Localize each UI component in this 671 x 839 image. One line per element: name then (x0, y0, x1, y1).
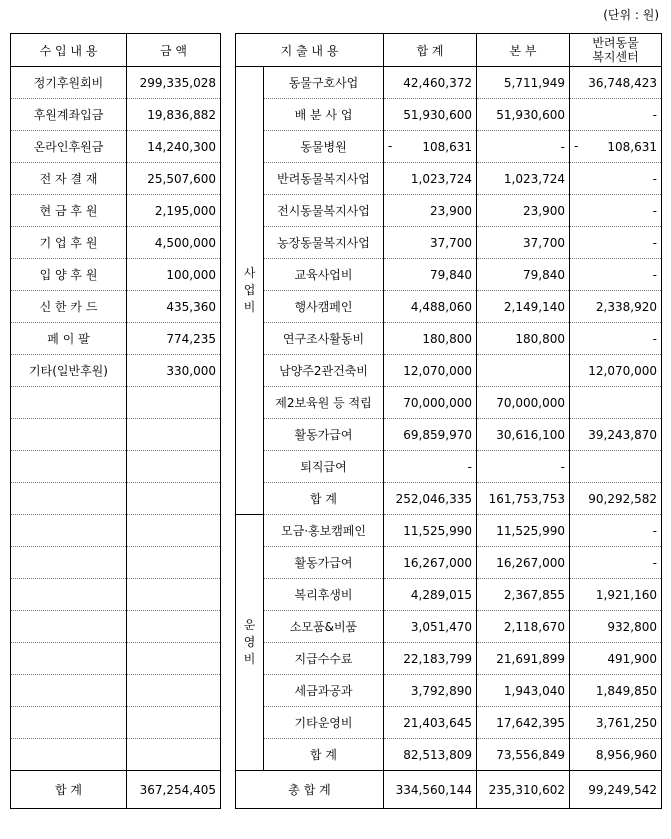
income-row (11, 707, 221, 739)
business-expense-row (236, 355, 662, 387)
income-row (11, 483, 221, 515)
center-prefix-mark: - (574, 139, 579, 153)
sum-prefix-mark: - (388, 139, 393, 153)
expense-center-value: - (652, 107, 657, 122)
operating-expense-row (236, 643, 662, 675)
expense-sum-value: 42,460,372 (403, 75, 472, 90)
expense-center-value: 491,900 (607, 651, 657, 666)
income-amount: 330,000 (127, 355, 221, 387)
expense-center-value: 2,338,920 (595, 299, 657, 314)
expense-sum-value: 82,513,809 (403, 747, 472, 762)
operating-expense-row (236, 547, 662, 579)
expense-item: 동물구호사업 (264, 67, 384, 99)
expense-center-value: - (652, 523, 657, 538)
expense-sum (384, 131, 477, 163)
expense-total-sum: 334,560,144 (384, 771, 477, 809)
expense-sum-value: 21,403,645 (403, 715, 472, 730)
expense-item: 연구조사활동비 (264, 323, 384, 355)
income-header-amount: 금 액 (127, 34, 221, 67)
expense-center (570, 195, 662, 227)
income-total-row (11, 771, 221, 809)
expense-center-value: 12,070,000 (588, 363, 657, 378)
income-row (11, 67, 221, 99)
expense-hq: 11,525,990 (477, 515, 570, 547)
expense-center-value: - (652, 555, 657, 570)
expense-sum-value: 69,859,970 (403, 427, 472, 442)
income-amount (127, 419, 221, 451)
expense-hq: 37,700 (477, 227, 570, 259)
expense-total-hq: 235,310,602 (477, 771, 570, 809)
expense-center-value: 36,748,423 (588, 75, 657, 90)
expense-center-value: 1,921,160 (595, 587, 657, 602)
expense-sum (384, 483, 477, 515)
business-expense-row (236, 387, 662, 419)
income-amount (127, 675, 221, 707)
expense-center (570, 291, 662, 323)
income-row (11, 547, 221, 579)
expense-center (570, 99, 662, 131)
income-row (11, 643, 221, 675)
income-item: 현 금 후 원 (11, 195, 127, 227)
expense-item: 세금과공과 (264, 675, 384, 707)
expense-hq: 30,616,100 (477, 419, 570, 451)
expense-sum-value: 252,046,335 (395, 491, 472, 506)
income-header-row (11, 34, 221, 67)
income-item (11, 387, 127, 419)
expense-sum-value: 23,900 (430, 203, 472, 218)
income-amount (127, 707, 221, 739)
income-amount (127, 451, 221, 483)
income-amount (127, 387, 221, 419)
expense-center (570, 707, 662, 739)
expense-hq: - (477, 451, 570, 483)
income-total-label: 합 계 (11, 771, 127, 809)
expense-center (570, 67, 662, 99)
income-row (11, 99, 221, 131)
expense-sum (384, 99, 477, 131)
expense-sum (384, 227, 477, 259)
expense-center (570, 611, 662, 643)
expense-center-value: 932,800 (607, 619, 657, 634)
expense-center-value: 1,849,850 (595, 683, 657, 698)
business-group-label: 사 업 비 (236, 67, 264, 515)
expense-item: 퇴직급여 (264, 451, 384, 483)
expense-hq: - (477, 131, 570, 163)
expense-hq: 17,642,395 (477, 707, 570, 739)
expense-sum-value: 12,070,000 (403, 363, 472, 378)
expense-sum (384, 579, 477, 611)
business-expense-row (236, 419, 662, 451)
income-row (11, 419, 221, 451)
expense-hq: 73,556,849 (477, 739, 570, 771)
expense-hq: 1,943,040 (477, 675, 570, 707)
expense-center (570, 739, 662, 771)
operating-expense-row (236, 515, 662, 547)
unit-label: (단위 : 원) (603, 8, 659, 22)
expense-header-row (236, 34, 662, 67)
expense-hq: 70,000,000 (477, 387, 570, 419)
expense-center-value: 90,292,582 (588, 491, 657, 506)
income-amount (127, 483, 221, 515)
income-item: 온라인후원금 (11, 131, 127, 163)
income-row (11, 515, 221, 547)
expense-center (570, 483, 662, 515)
income-amount: 299,335,028 (127, 67, 221, 99)
expense-hq (477, 355, 570, 387)
operating-expense-row (236, 611, 662, 643)
income-row (11, 227, 221, 259)
income-amount (127, 643, 221, 675)
business-expense-row (236, 483, 662, 515)
expense-hq: 16,267,000 (477, 547, 570, 579)
expense-center-value: 108,631 (607, 139, 657, 154)
expense-item: 제2보육원 등 적립 (264, 387, 384, 419)
income-item (11, 643, 127, 675)
expense-sum-value: 4,289,015 (410, 587, 472, 602)
expense-total-row (236, 771, 662, 809)
expense-sum-value: 79,840 (430, 267, 472, 282)
expense-sum (384, 163, 477, 195)
business-expense-row (236, 259, 662, 291)
income-amount: 4,500,000 (127, 227, 221, 259)
income-amount (127, 515, 221, 547)
expense-item: 전시동물복지사업 (264, 195, 384, 227)
income-amount: 19,836,882 (127, 99, 221, 131)
expense-sum-value: 4,488,060 (410, 299, 472, 314)
expense-item: 교육사업비 (264, 259, 384, 291)
expense-sum (384, 451, 477, 483)
expense-sum (384, 547, 477, 579)
expense-sum-value: 51,930,600 (403, 107, 472, 122)
expense-sum-value: 180,800 (422, 331, 472, 346)
expense-item: 소모품&비품 (264, 611, 384, 643)
expense-hq: 2,367,855 (477, 579, 570, 611)
expense-header-item: 지 출 내 용 (236, 34, 384, 67)
expense-sum (384, 643, 477, 675)
income-header-item: 수 입 내 용 (11, 34, 127, 67)
income-amount: 774,235 (127, 323, 221, 355)
expense-header-sum: 합 계 (384, 34, 477, 67)
income-item (11, 419, 127, 451)
operating-group-label: 운 영 비 (236, 515, 264, 771)
expense-sum (384, 387, 477, 419)
expense-hq: 23,900 (477, 195, 570, 227)
income-row (11, 355, 221, 387)
expense-total-label: 총 합 계 (236, 771, 384, 809)
expense-hq: 79,840 (477, 259, 570, 291)
expense-sum (384, 259, 477, 291)
expense-hq: 2,149,140 (477, 291, 570, 323)
expense-sum (384, 419, 477, 451)
business-expense-row (236, 451, 662, 483)
expense-hq: 2,118,670 (477, 611, 570, 643)
expense-sum-value: 3,051,470 (410, 619, 472, 634)
expense-center (570, 259, 662, 291)
expense-item: 기타운영비 (264, 707, 384, 739)
income-item (11, 611, 127, 643)
expense-item: 합 계 (264, 739, 384, 771)
expense-sum-value: 1,023,724 (410, 171, 472, 186)
income-item (11, 483, 127, 515)
expense-hq: 161,753,753 (477, 483, 570, 515)
expense-center-value: 3,761,250 (595, 715, 657, 730)
expense-item: 행사캠페인 (264, 291, 384, 323)
income-amount: 25,507,600 (127, 163, 221, 195)
income-row (11, 611, 221, 643)
expense-hq: 51,930,600 (477, 99, 570, 131)
expense-sum-value: 108,631 (422, 139, 472, 154)
expense-hq: 21,691,899 (477, 643, 570, 675)
income-row (11, 163, 221, 195)
income-amount (127, 547, 221, 579)
operating-expense-row (236, 739, 662, 771)
expense-sum (384, 739, 477, 771)
expense-item: 동물병원 (264, 131, 384, 163)
income-row (11, 131, 221, 163)
expense-center-value: 8,956,960 (595, 747, 657, 762)
operating-expense-row (236, 675, 662, 707)
expense-sum (384, 195, 477, 227)
expense-item: 활동가급여 (264, 419, 384, 451)
income-item: 신 한 카 드 (11, 291, 127, 323)
income-item: 후원계좌입금 (11, 99, 127, 131)
income-row (11, 323, 221, 355)
income-amount (127, 611, 221, 643)
income-item: 페 이 팔 (11, 323, 127, 355)
expense-center-value: 39,243,870 (588, 427, 657, 442)
expense-sum-value: 22,183,799 (403, 651, 472, 666)
income-item (11, 707, 127, 739)
expense-header-center: 반려동물 복지센터 (570, 34, 662, 67)
expense-center (570, 579, 662, 611)
expense-center-value: - (652, 331, 657, 346)
expense-center (570, 323, 662, 355)
income-amount: 435,360 (127, 291, 221, 323)
expense-center (570, 451, 662, 483)
income-row (11, 291, 221, 323)
income-row (11, 739, 221, 771)
expense-sum (384, 67, 477, 99)
income-amount (127, 739, 221, 771)
business-expense-row (236, 195, 662, 227)
income-row (11, 675, 221, 707)
expense-sum-value: - (467, 459, 472, 474)
income-item (11, 579, 127, 611)
expense-item: 합 계 (264, 483, 384, 515)
expense-item: 모금·홍보캠페인 (264, 515, 384, 547)
expense-sum-value: 3,792,890 (410, 683, 472, 698)
expense-item: 지급수수료 (264, 643, 384, 675)
business-expense-row (236, 291, 662, 323)
expense-sum-value: 70,000,000 (403, 395, 472, 410)
income-row (11, 259, 221, 291)
expense-sum (384, 515, 477, 547)
expense-center (570, 515, 662, 547)
income-item (11, 547, 127, 579)
operating-expense-row (236, 579, 662, 611)
business-expense-row (236, 67, 662, 99)
business-expense-row (236, 131, 662, 163)
income-amount (127, 579, 221, 611)
expense-item: 농장동물복지사업 (264, 227, 384, 259)
expense-total-center: 99,249,542 (570, 771, 662, 809)
income-row (11, 195, 221, 227)
expense-sum (384, 355, 477, 387)
expense-center (570, 675, 662, 707)
income-item: 정기후원회비 (11, 67, 127, 99)
income-item (11, 739, 127, 771)
operating-expense-row (236, 707, 662, 739)
income-table (10, 33, 221, 809)
income-total-amount: 367,254,405 (127, 771, 221, 809)
expense-item: 활동가급여 (264, 547, 384, 579)
business-expense-row (236, 323, 662, 355)
income-amount: 14,240,300 (127, 131, 221, 163)
expense-center (570, 131, 662, 163)
income-item: 입 양 후 원 (11, 259, 127, 291)
expense-item: 배 분 사 업 (264, 99, 384, 131)
income-row (11, 387, 221, 419)
income-row (11, 579, 221, 611)
expense-hq: 180,800 (477, 323, 570, 355)
expense-center (570, 163, 662, 195)
expense-sum-value: 16,267,000 (403, 555, 472, 570)
expense-sum (384, 707, 477, 739)
income-amount: 100,000 (127, 259, 221, 291)
expense-sum (384, 291, 477, 323)
business-expense-row (236, 163, 662, 195)
expense-center (570, 643, 662, 675)
expense-sum (384, 611, 477, 643)
expense-table (235, 33, 662, 809)
expense-sum-value: 11,525,990 (403, 523, 472, 538)
business-expense-row (236, 227, 662, 259)
expense-hq: 1,023,724 (477, 163, 570, 195)
expense-center-value: - (652, 267, 657, 282)
income-item: 기 업 후 원 (11, 227, 127, 259)
expense-item: 반려동물복지사업 (264, 163, 384, 195)
expense-center (570, 419, 662, 451)
expense-sum-value: 37,700 (430, 235, 472, 250)
expense-center-value: - (652, 203, 657, 218)
income-item: 전 자 결 재 (11, 163, 127, 195)
expense-center (570, 355, 662, 387)
expense-center (570, 547, 662, 579)
expense-center-value: - (652, 235, 657, 250)
income-item (11, 515, 127, 547)
expense-center-value: - (652, 171, 657, 186)
income-amount: 2,195,000 (127, 195, 221, 227)
expense-sum (384, 323, 477, 355)
expense-item: 복리후생비 (264, 579, 384, 611)
expense-center (570, 227, 662, 259)
income-row (11, 451, 221, 483)
expense-header-hq: 본 부 (477, 34, 570, 67)
business-expense-row (236, 99, 662, 131)
income-item (11, 675, 127, 707)
expense-sum (384, 675, 477, 707)
income-item (11, 451, 127, 483)
income-item: 기타(일반후원) (11, 355, 127, 387)
expense-item: 남양주2관건축비 (264, 355, 384, 387)
expense-center (570, 387, 662, 419)
expense-hq: 5,711,949 (477, 67, 570, 99)
